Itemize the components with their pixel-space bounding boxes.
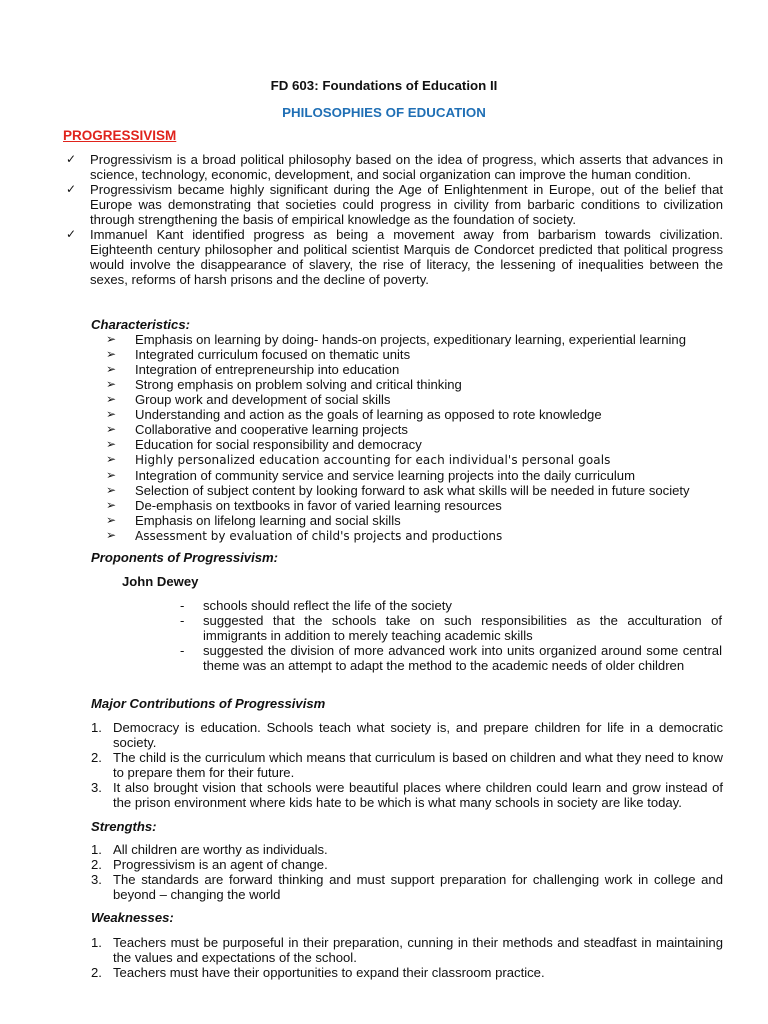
characteristic-text: Emphasis on lifelong learning and social skills xyxy=(135,513,401,528)
strength-text: Progressivism is an agent of change. xyxy=(113,857,328,872)
arrow-bullet-icon: ➢ xyxy=(106,392,117,406)
contribution-text: It also brought vision that schools were beautiful places where children could learn and grow instead of the prison environment where kids hate to be which is what many schools in society are like today. xyxy=(113,780,723,810)
characteristic-text: Highly personalized education accounting for each individual's personal goals xyxy=(135,453,611,467)
proponent-point xyxy=(176,598,722,613)
characteristics-heading: Characteristics: xyxy=(91,317,190,332)
arrow-bullet-icon: ➢ xyxy=(106,362,117,376)
intro-point xyxy=(63,227,723,287)
weaknesses-heading: Weaknesses: xyxy=(91,910,174,925)
list-number: 3. xyxy=(91,872,102,887)
dash-bullet-icon: - xyxy=(180,643,185,658)
proponent-points-list xyxy=(176,598,722,673)
strength-item xyxy=(91,857,723,872)
characteristic-text: Integrated curriculum focused on thematic units xyxy=(135,347,411,362)
intro-point-list xyxy=(63,152,723,287)
check-mark-icon: ✓ xyxy=(66,152,77,166)
weakness-text: Teachers must have their opportunities to expand their classroom practice. xyxy=(113,965,545,980)
characteristic-item xyxy=(106,513,726,528)
characteristic-text: Selection of subject content by looking forward to ask what skills will be needed in future society xyxy=(135,483,690,498)
characteristic-item xyxy=(106,422,726,437)
arrow-bullet-icon: ➢ xyxy=(106,468,117,482)
strength-item xyxy=(91,872,723,902)
proponent-point-text: suggested the division of more advanced work into units organized around some central theme was an attempt to adapt the method to the academic needs of older children xyxy=(203,643,722,673)
list-number: 2. xyxy=(91,857,102,872)
dash-bullet-icon: - xyxy=(180,613,185,628)
contribution-item xyxy=(91,750,723,780)
list-number: 1. xyxy=(91,842,102,857)
characteristic-item xyxy=(106,437,726,452)
list-number: 1. xyxy=(91,720,102,735)
course-title: FD 603: Foundations of Education II xyxy=(270,78,498,93)
strengths-list xyxy=(91,842,723,902)
proponent-point-text: suggested that the schools take on such responsibilities as the acculturation of immigrants in addition to merely teaching academic skills xyxy=(203,613,722,643)
arrow-bullet-icon: ➢ xyxy=(106,528,117,542)
strength-text: The standards are forward thinking and must support preparation for challenging work in college and beyond – changing the world xyxy=(113,872,723,902)
arrow-bullet-icon: ➢ xyxy=(106,452,117,466)
characteristic-item xyxy=(106,347,726,362)
characteristic-item xyxy=(106,483,726,498)
check-mark-icon: ✓ xyxy=(66,227,77,241)
arrow-bullet-icon: ➢ xyxy=(106,377,117,391)
characteristic-item xyxy=(106,528,726,544)
intro-point-text: Progressivism is a broad political philosophy based on the idea of progress, which asserts that advances in science, technology, economic, development, and social organization can improve the human condition. xyxy=(90,152,723,182)
check-mark-icon: ✓ xyxy=(66,182,77,196)
characteristic-text: Integration of community service and service learning projects into the daily curriculum xyxy=(135,468,635,483)
characteristic-text: Assessment by evaluation of child's projects and productions xyxy=(135,529,503,543)
list-number: 3. xyxy=(91,780,102,795)
contribution-item xyxy=(91,720,723,750)
characteristic-item xyxy=(106,377,726,392)
arrow-bullet-icon: ➢ xyxy=(106,422,117,436)
arrow-bullet-icon: ➢ xyxy=(106,407,117,421)
characteristic-item xyxy=(106,362,726,377)
characteristic-text: Collaborative and cooperative learning projects xyxy=(135,422,408,437)
characteristic-item xyxy=(106,407,726,422)
contribution-text: Democracy is education. Schools teach what society is, and prepare children for life in a democratic society. xyxy=(113,720,723,750)
arrow-bullet-icon: ➢ xyxy=(106,437,117,451)
characteristic-item xyxy=(106,468,726,483)
characteristic-text: Education for social responsibility and democracy xyxy=(135,437,422,452)
characteristics-list xyxy=(106,332,726,544)
weaknesses-list xyxy=(91,935,723,980)
weakness-item xyxy=(91,935,723,965)
arrow-bullet-icon: ➢ xyxy=(106,332,117,346)
weakness-item xyxy=(91,965,723,980)
proponent-name: John Dewey xyxy=(122,574,199,589)
characteristic-text: Integration of entrepreneurship into education xyxy=(135,362,400,377)
characteristic-text: Emphasis on learning by doing- hands-on projects, expeditionary learning, experiential learning xyxy=(135,332,686,347)
intro-point xyxy=(63,152,723,182)
intro-point xyxy=(63,182,723,227)
characteristic-text: Strong emphasis on problem solving and critical thinking xyxy=(135,377,462,392)
characteristic-item xyxy=(106,498,726,513)
list-number: 2. xyxy=(91,965,102,980)
dash-bullet-icon: - xyxy=(180,598,185,613)
intro-point-text: Progressivism became highly significant during the Age of Enlightenment in Europe, out of the belief that Europe was demonstrating that societies could progress in civility from barbaric conditions to civilization through strengthening the basis of empirical knowledge as the foundation of society. xyxy=(90,182,723,227)
strength-item xyxy=(91,842,723,857)
strength-text: All children are worthy as individuals. xyxy=(113,842,328,857)
contributions-list xyxy=(91,720,723,810)
characteristic-text: Understanding and action as the goals of learning as opposed to rote knowledge xyxy=(135,407,602,422)
document-subtitle: PHILOSOPHIES OF EDUCATION xyxy=(282,105,486,120)
characteristic-text: De-emphasis on textbooks in favor of varied learning resources xyxy=(135,498,502,513)
characteristic-item xyxy=(106,392,726,407)
contribution-item xyxy=(91,780,723,810)
contributions-heading: Major Contributions of Progressivism xyxy=(91,696,326,711)
list-number: 1. xyxy=(91,935,102,950)
contribution-text: The child is the curriculum which means that curriculum is based on children and what they need to know to prepare them for their future. xyxy=(113,750,723,780)
characteristic-item xyxy=(106,332,726,347)
strengths-heading: Strengths: xyxy=(91,819,157,834)
section-heading-progressivism: PROGRESSIVISM xyxy=(63,128,177,143)
arrow-bullet-icon: ➢ xyxy=(106,513,117,527)
arrow-bullet-icon: ➢ xyxy=(106,498,117,512)
intro-point-text: Immanuel Kant identified progress as being a movement away from barbarism towards civilization. Eighteenth century philosopher and political scientist Marquis de Condorcet predicted that political progress would involve the disappearance of slavery, the rise of literacy, the lessening of inequalities between the sexes, reforms of harsh prisons and the decline of poverty. xyxy=(90,227,723,287)
arrow-bullet-icon: ➢ xyxy=(106,483,117,497)
arrow-bullet-icon: ➢ xyxy=(106,347,117,361)
weakness-text: Teachers must be purposeful in their preparation, cunning in their methods and steadfast in maintaining the values and expectations of the school. xyxy=(113,935,723,965)
list-number: 2. xyxy=(91,750,102,765)
proponent-point xyxy=(176,643,722,673)
proponents-heading: Proponents of Progressivism: xyxy=(91,550,278,565)
characteristic-item xyxy=(106,452,726,468)
characteristic-text: Group work and development of social skills xyxy=(135,392,391,407)
proponent-point-text: schools should reflect the life of the society xyxy=(203,598,452,613)
proponent-point xyxy=(176,613,722,643)
